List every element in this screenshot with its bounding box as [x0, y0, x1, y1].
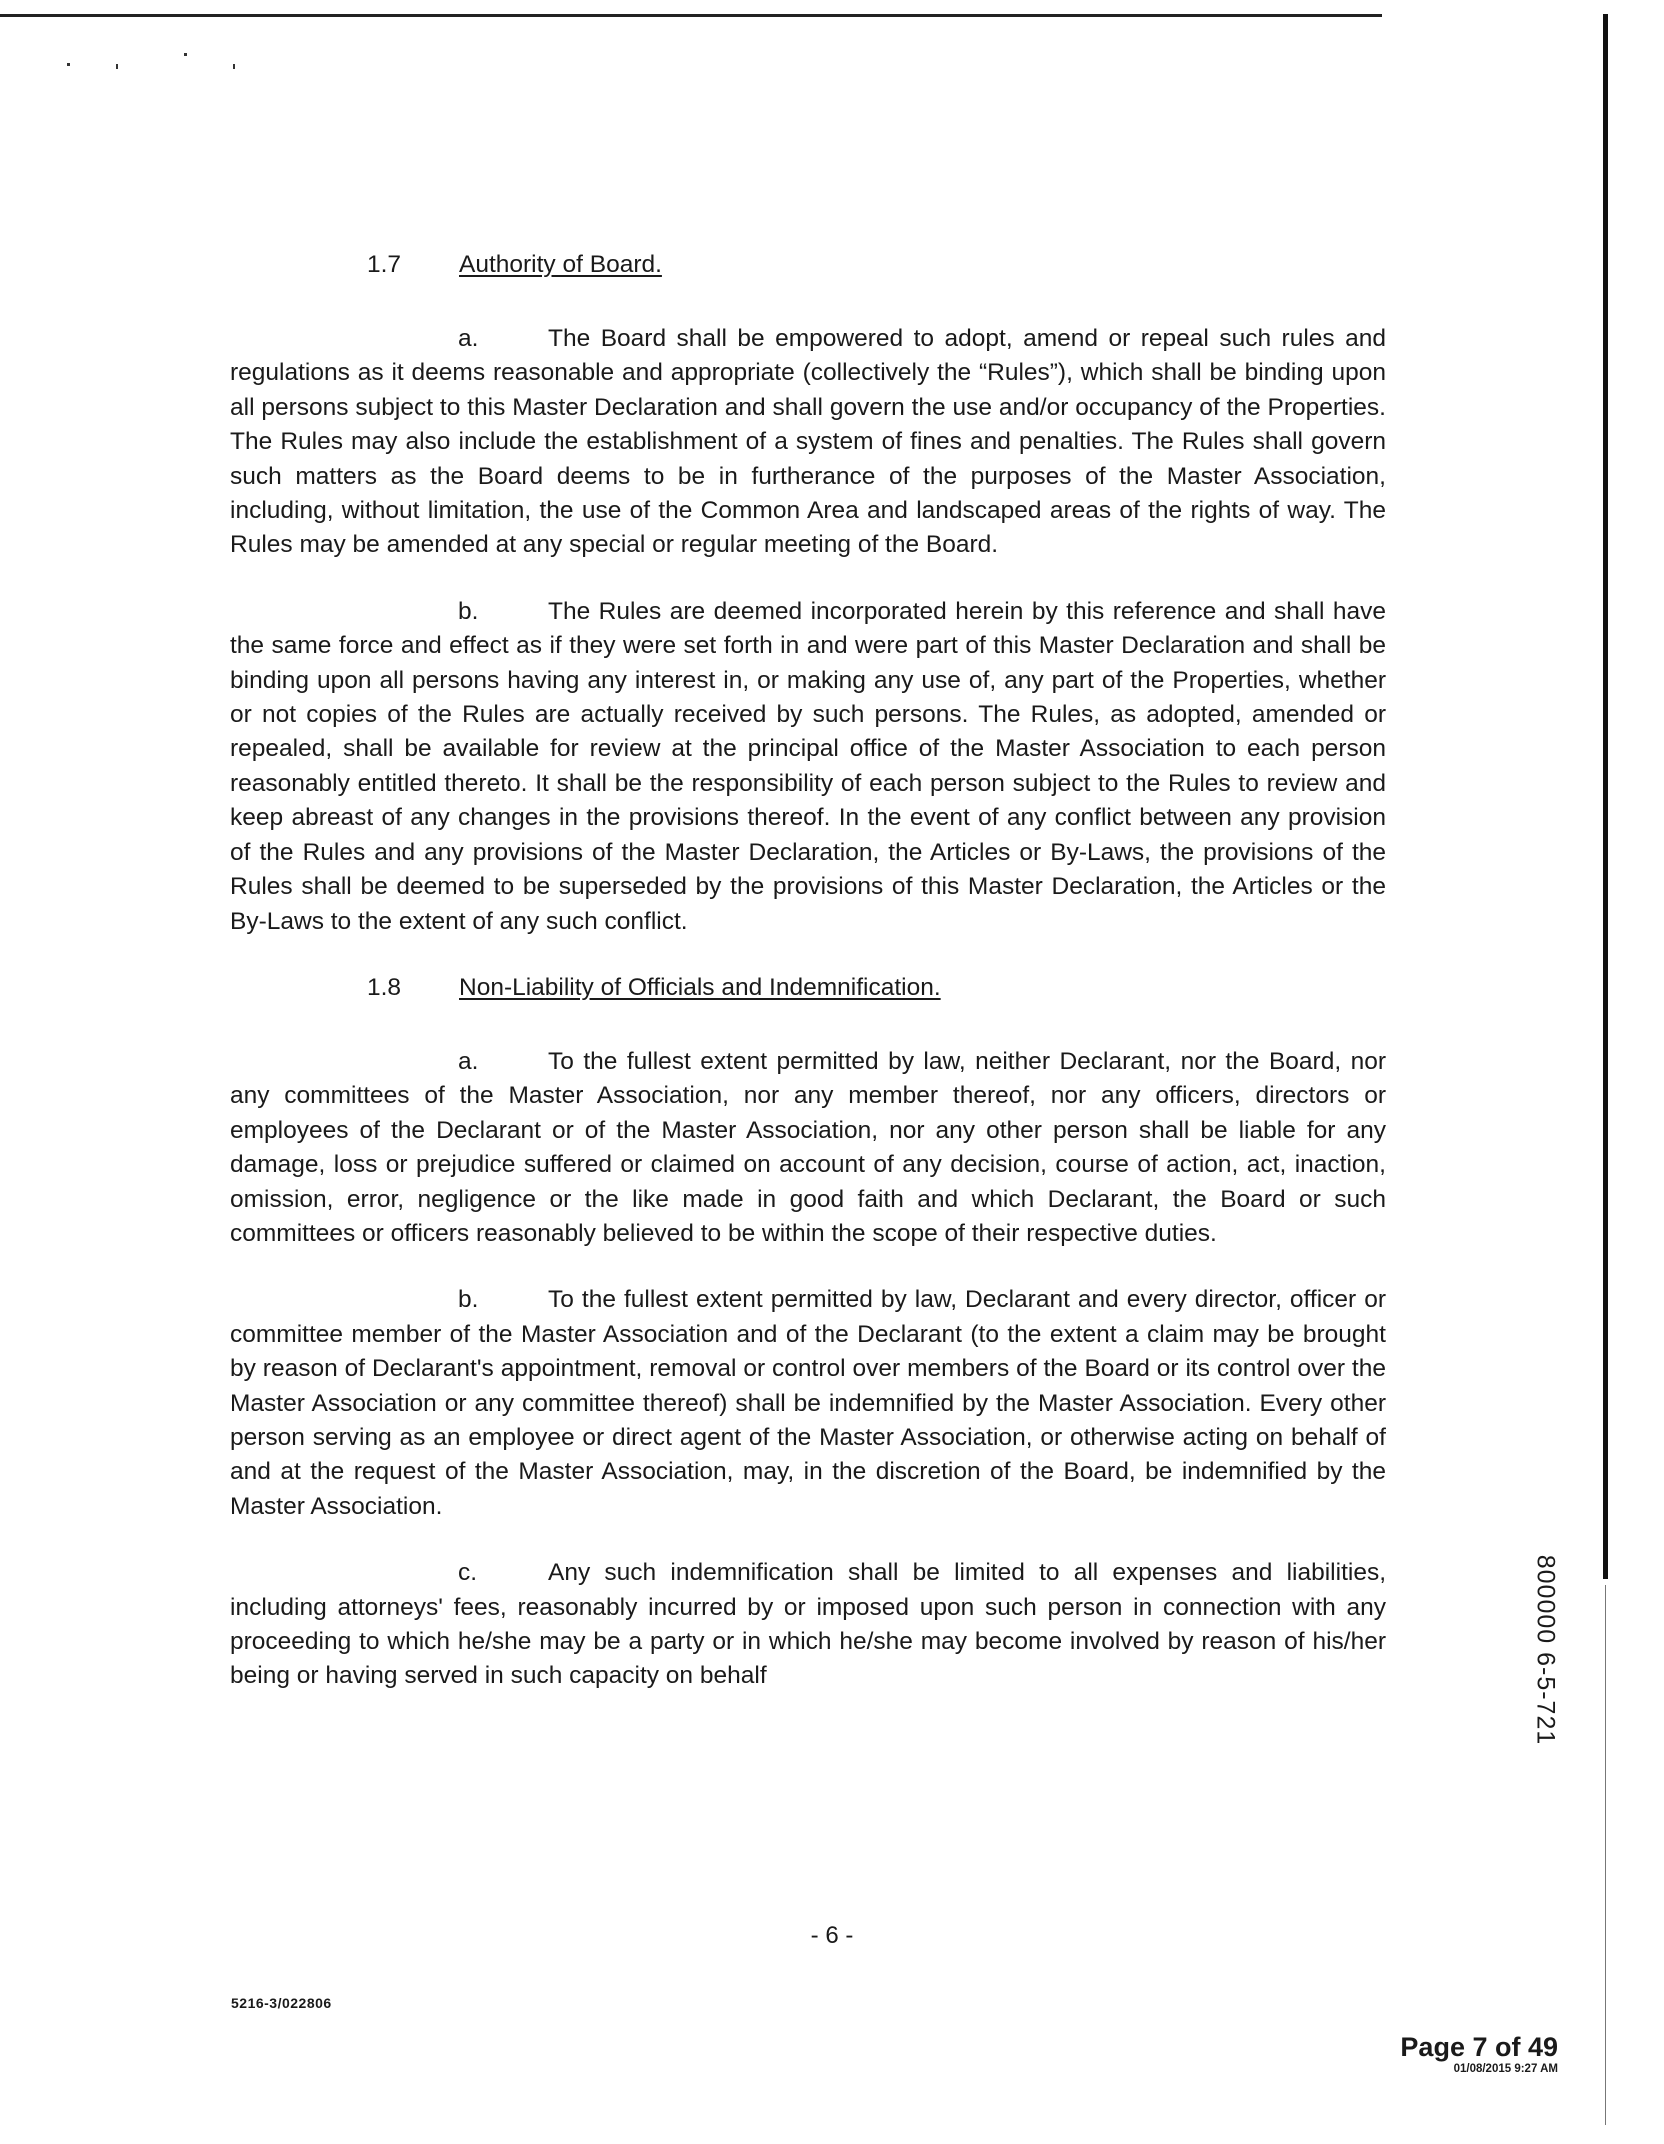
scan-speck: [116, 64, 118, 69]
section-heading: [230, 248, 1386, 282]
recording-stamp: [1480, 1510, 1610, 1790]
paragraph-text: To the fullest extent permitted by law, neither Declarant, nor the Board, nor any committees of the Master Association, nor any member thereof, nor any officers, directors or employees of the Declarant or of the Master Association, nor any other person shall be liable for any damage, loss or prejudice suffered or claimed on account of any decision, course of action, act, inaction, omission, error, negligence or the like made in good faith and which Declarant, the Board or such committees or officers reasonably believed to be within the scope of their respective duties.: [230, 1047, 1386, 1247]
paragraph-text: Any such indemnification shall be limited to all expenses and liabilities, including attorneys' fees, reasonably incurred by or imposed upon such person in connection with any proceeding to which he/she may be a party or in which he/she may become involved by reason of his/her being or having served in such capacity on behalf: [230, 1559, 1386, 1690]
paragraph-text: The Rules are deemed incorporated herein by this reference and shall have the same force and effect as if they were set forth in and were part of this Master Declaration and shall be binding upon all persons having any interest in, or making any use of, any part of the Properties, whether or not copies of the Rules are actually received by such persons. The Rules, as adopted, amended or repealed, shall be available for review at the principal office of the Master Association to each person reasonably entitled thereto. It shall be the responsibility of each person subject to the Rules to review and keep abreast of any changes in the provisions thereof. In the event of any conflict between any provision of the Rules and any provisions of the Master Declaration, the Articles or By-Laws, the provisions of the Rules shall be deemed to be superseded by the provisions of this Master Declaration, the Articles or the By-Laws to the extent of any such conflict.: [230, 597, 1386, 935]
section-number: 1.7: [367, 251, 402, 278]
document-body: [230, 248, 1386, 1694]
section-title: Non-Liability of Officials and Indemnification.: [459, 973, 941, 1001]
paragraph-text: The Board shall be empowered to adopt, amend or repeal such rules and regulations as it deems reasonable and appropriate (collectively the “Rules”), which shall be binding upon all persons subject to this Master Declaration and shall govern the use and/or occupancy of the Properties. The Rules may also include the establishment of a system of fines and penalties. The Rules shall govern such matters as the Board deems to be in furtherance of the purposes of the Master Association, including, without limitation, the use of the Common Area and landscaped areas of the rights of way. The Rules may be amended at any special or regular meeting of the Board.: [230, 325, 1386, 559]
section-title: Authority of Board.: [459, 251, 662, 278]
section-number: 1.8: [367, 973, 402, 1001]
scan-speck: [67, 63, 70, 66]
scan-edge-bar: [1603, 14, 1608, 1579]
paragraph-label: a.: [458, 1047, 479, 1075]
page-stamp: [1400, 2032, 1558, 2076]
page-folio: - 6 -: [810, 1922, 854, 1949]
scan-speck: [184, 53, 187, 56]
paragraph-label: c.: [458, 1559, 478, 1587]
recording-stamp-text: 800000 6-5-721: [1531, 1554, 1560, 1746]
timestamp: 01/08/2015 9:27 AM: [1453, 2063, 1558, 2075]
paragraph: [230, 595, 1386, 939]
paragraph-label: b.: [458, 1286, 479, 1314]
scan-speck: [233, 64, 235, 69]
document-reference: 5216-3/022806: [231, 1995, 332, 2011]
paragraph-label: a.: [458, 325, 479, 352]
section-heading: [230, 971, 1386, 1005]
page-count: Page 7 of 49: [1400, 2032, 1558, 2062]
top-rule: [0, 14, 1382, 17]
paragraph: [230, 1283, 1386, 1524]
paragraph-text: To the fullest extent permitted by law, Declarant and every director, officer or committee member of the Master Association and of the Declarant (to the extent a claim may be brought by reason of Declarant's appointment, removal or control over members of the Board or its control over the Master Association or any committee thereof) shall be indemnified by the Master Association. Every other person serving as an employee or direct agent of the Master Association, or otherwise acting on behalf of and at the request of the Master Association, may, in the discretion of the Board, be indemnified by the Master Association.: [230, 1286, 1386, 1520]
paragraph: [230, 1045, 1386, 1251]
paragraph: [230, 1556, 1386, 1694]
paragraph-label: b.: [458, 597, 479, 625]
paragraph: [230, 322, 1386, 563]
